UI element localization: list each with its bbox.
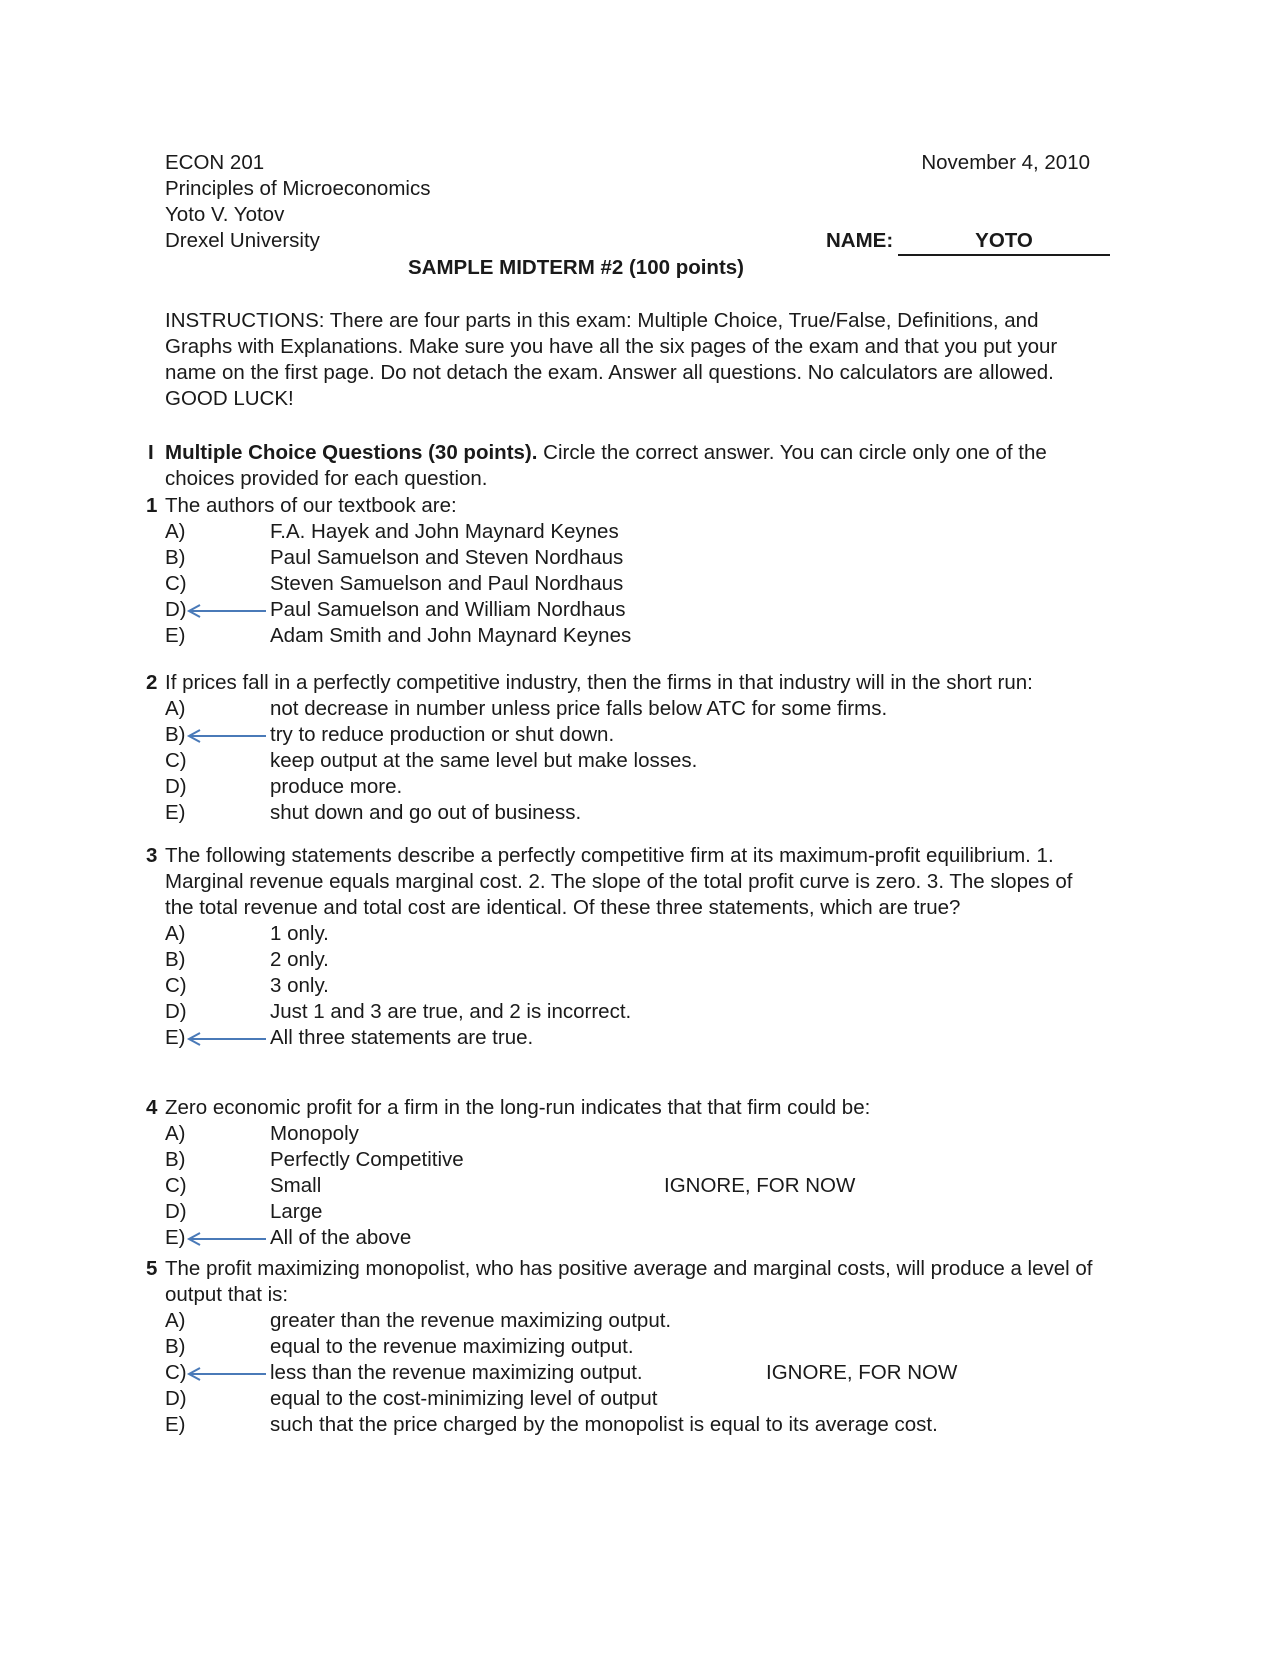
option-text[interactable]: Large — [270, 1200, 323, 1223]
option-text[interactable]: produce more. — [270, 775, 403, 798]
option-text[interactable]: equal to the cost-minimizing level of output — [270, 1387, 658, 1410]
option-text[interactable]: 1 only. — [270, 922, 329, 945]
option-text[interactable]: try to reduce production or shut down. — [270, 723, 615, 746]
option-text[interactable]: 2 only. — [270, 948, 329, 971]
question-stem: The following statements describe a perfectly competitive firm at its maximum-profit equilibrium. 1. Marginal revenue equals marginal cost. 2. The slope of the total profit curve is zero. 3. The slopes of the total revenue and total cost are identical. Of these three statements, which are true? — [165, 844, 1073, 919]
option-letter: B) — [165, 546, 186, 569]
option-letter: D) — [165, 1387, 187, 1410]
exam-date: November 4, 2010 — [921, 151, 1090, 174]
question-number: 4 — [146, 1096, 158, 1119]
option-text[interactable]: such that the price charged by the monopolist is equal to its average cost. — [270, 1413, 938, 1436]
section-numeral: I — [148, 441, 154, 464]
option-text[interactable]: equal to the revenue maximizing output. — [270, 1335, 634, 1358]
option-letter: E) — [165, 624, 186, 647]
answer-arrow-icon — [186, 604, 268, 616]
option-letter: A) — [165, 697, 186, 720]
question-number: 1 — [146, 494, 158, 517]
option-letter: D) — [165, 1200, 187, 1223]
option-letter: C) — [165, 749, 187, 772]
question-stem: If prices fall in a perfectly competitive industry, then the firms in that industry will in the short run: — [165, 671, 1033, 694]
option-letter: B) — [165, 1335, 186, 1358]
option-text[interactable]: less than the revenue maximizing output. — [270, 1361, 643, 1384]
option-letter: D) — [165, 775, 187, 798]
option-letter: A) — [165, 520, 186, 543]
option-text[interactable]: Just 1 and 3 are true, and 2 is incorrect. — [270, 1000, 632, 1023]
question-stem: Zero economic profit for a firm in the long-run indicates that that firm could be: — [165, 1096, 871, 1119]
option-text[interactable]: Small — [270, 1174, 322, 1197]
instructions: INSTRUCTIONS: There are four parts in this exam: Multiple Choice, True/False, Definitions, and Graphs with Explanations. Make sure you have all the six pages of the exam and that you put your name on the first page. Do not detach the exam. Answer all questions. No calculators are allowed. GOOD LUCK! — [165, 309, 1058, 410]
answer-arrow-icon — [186, 1232, 268, 1244]
option-letter: C) — [165, 572, 187, 595]
option-letter: E) — [165, 1413, 186, 1436]
option-letter: C) — [165, 1174, 187, 1197]
option-letter: B) — [165, 1148, 186, 1171]
option-letter: E) — [165, 1226, 186, 1249]
option-letter: B) — [165, 723, 186, 746]
option-text[interactable]: Monopoly — [270, 1122, 359, 1145]
option-text[interactable]: greater than the revenue maximizing output. — [270, 1309, 672, 1332]
ignore-note: IGNORE, FOR NOW — [766, 1361, 958, 1384]
option-letter: E) — [165, 1026, 186, 1049]
question-number: 5 — [146, 1257, 158, 1280]
option-text[interactable]: shut down and go out of business. — [270, 801, 582, 824]
question-stem: The authors of our textbook are: — [165, 494, 457, 517]
question-stem: The profit maximizing monopolist, who has positive average and marginal costs, will produce a level of output that is: — [165, 1257, 1093, 1306]
university-name: Drexel University — [165, 229, 320, 252]
option-text[interactable]: F.A. Hayek and John Maynard Keynes — [270, 520, 619, 543]
option-text[interactable]: Adam Smith and John Maynard Keynes — [270, 624, 632, 647]
answer-arrow-icon — [186, 729, 268, 741]
question-number: 2 — [146, 671, 158, 694]
instructor-name: Yoto V. Yotov — [165, 203, 285, 226]
course-title: Principles of Microeconomics — [165, 177, 431, 200]
option-letter: C) — [165, 974, 187, 997]
section-description: Circle the correct answer. You can circle only one of the choices provided for each question. — [165, 441, 1047, 490]
option-letter: D) — [165, 598, 187, 621]
option-letter: A) — [165, 922, 186, 945]
exam-title: SAMPLE MIDTERM #2 (100 points) — [408, 256, 745, 279]
section-heading — [165, 440, 1095, 492]
ignore-note: IGNORE, FOR NOW — [664, 1174, 856, 1197]
answer-arrow-icon — [186, 1367, 268, 1379]
option-letter: D) — [165, 1000, 187, 1023]
option-text[interactable]: Steven Samuelson and Paul Nordhaus — [270, 572, 624, 595]
option-text[interactable]: Perfectly Competitive — [270, 1148, 464, 1171]
section-title: Multiple Choice Questions (30 points). — [165, 441, 538, 464]
option-letter: A) — [165, 1309, 186, 1332]
answer-arrow-icon — [186, 1032, 268, 1044]
option-letter: E) — [165, 801, 186, 824]
option-text[interactable]: 3 only. — [270, 974, 329, 997]
course-code: ECON 201 — [165, 151, 265, 174]
option-letter: C) — [165, 1361, 187, 1384]
option-text[interactable]: All of the above — [270, 1226, 412, 1249]
option-text[interactable]: Paul Samuelson and William Nordhaus — [270, 598, 626, 621]
name-field: YOTO — [898, 228, 1110, 256]
option-letter: B) — [165, 948, 186, 971]
question-number: 3 — [146, 844, 158, 867]
option-text[interactable]: Paul Samuelson and Steven Nordhaus — [270, 546, 624, 569]
option-text[interactable]: keep output at the same level but make losses. — [270, 749, 698, 772]
option-letter: A) — [165, 1122, 186, 1145]
option-text[interactable]: not decrease in number unless price falls below ATC for some firms. — [270, 697, 888, 720]
name-label: NAME: — [826, 229, 894, 252]
option-text[interactable]: All three statements are true. — [270, 1026, 534, 1049]
